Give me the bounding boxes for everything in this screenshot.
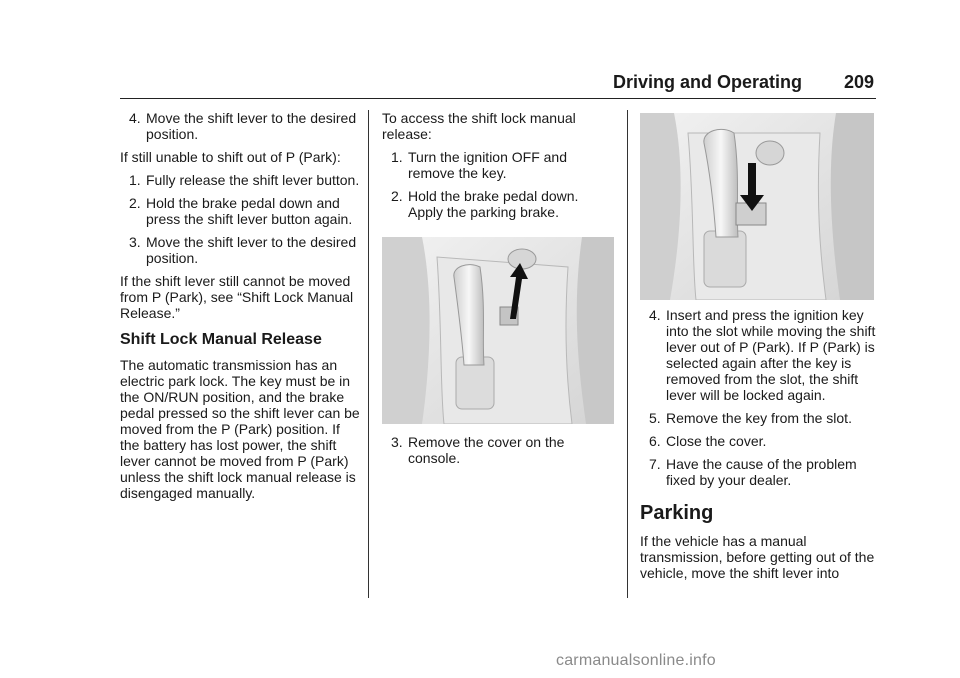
section-title: Driving and Operating	[612, 72, 802, 92]
item-text: Close the cover.	[666, 433, 767, 449]
console-cover-illustration	[640, 113, 874, 300]
item-text: Remove the key from the slot.	[666, 410, 852, 426]
column-1	[120, 110, 360, 508]
list-item	[640, 410, 876, 426]
item-number: 1.	[129, 172, 141, 188]
section-heading: Shift Lock Manual Release	[120, 331, 322, 348]
item-number: 7.	[649, 456, 661, 472]
item-number: 3.	[129, 234, 141, 250]
item-number: 4.	[129, 110, 141, 126]
item-text: Remove the cover on the console.	[408, 434, 565, 466]
item-text: Fully release the shift lever button.	[146, 172, 360, 188]
paragraph: To access the shift lock manual release:	[382, 110, 576, 142]
column-divider	[627, 110, 628, 598]
item-text: Have the cause of the problem fixed by your dealer.	[666, 456, 857, 488]
watermark: carmanualsonline.info	[556, 652, 716, 669]
item-number: 4.	[649, 307, 661, 323]
paragraph: If still unable to shift out of P (Park):	[120, 149, 341, 165]
column-2-continued	[382, 434, 616, 473]
list-item	[640, 433, 876, 449]
item-number: 5.	[649, 410, 661, 426]
section-heading: Parking	[640, 502, 714, 524]
item-number: 2.	[391, 188, 403, 204]
item-number: 2.	[129, 195, 141, 211]
list-item	[120, 195, 360, 227]
item-text: Turn the ignition OFF and remove the key.	[408, 149, 568, 181]
item-text: Move the shift lever to the desired position.	[146, 234, 357, 266]
item-text: Move the shift lever to the desired position.	[146, 110, 357, 142]
list-item	[120, 110, 360, 142]
column-divider	[368, 110, 369, 598]
column-3	[640, 307, 876, 588]
shift-lever-illustration	[382, 237, 614, 424]
list-item	[382, 188, 616, 220]
item-text: Insert and press the ignition key into the slot while moving the shift lever out of P (Park). If P (Park) is selected again after the key is removed from the slot, the shift lever will be locked again.	[666, 307, 876, 403]
list-item	[640, 456, 876, 488]
list-item	[120, 234, 360, 266]
list-item	[382, 149, 616, 181]
paragraph: The automatic transmission has an electric park lock. The key must be in the ON/RUN position, and the brake pedal pressed so the shift lever can be moved from the P (Park) position. If the battery has lost power, the shift lever cannot be moved from P (Park) unless the shift lock manual release is disengaged manually.	[120, 357, 360, 501]
paragraph: If the shift lever still cannot be moved from P (Park), see “Shift Lock Manual Release.”	[120, 273, 354, 321]
item-number: 1.	[391, 149, 403, 165]
paragraph: If the vehicle has a manual transmission, before getting out of the vehicle, move the shift lever into	[640, 533, 875, 581]
item-text: Hold the brake pedal down and press the shift lever button again.	[146, 195, 353, 227]
list-item	[382, 434, 616, 466]
list-item	[120, 172, 360, 188]
column-2	[382, 110, 616, 227]
list-item	[640, 307, 876, 403]
item-number: 6.	[649, 433, 661, 449]
page-header	[120, 72, 876, 99]
page-number: 209	[843, 72, 874, 92]
item-text: Hold the brake pedal down. Apply the parking brake.	[408, 188, 579, 220]
item-number: 3.	[391, 434, 403, 450]
